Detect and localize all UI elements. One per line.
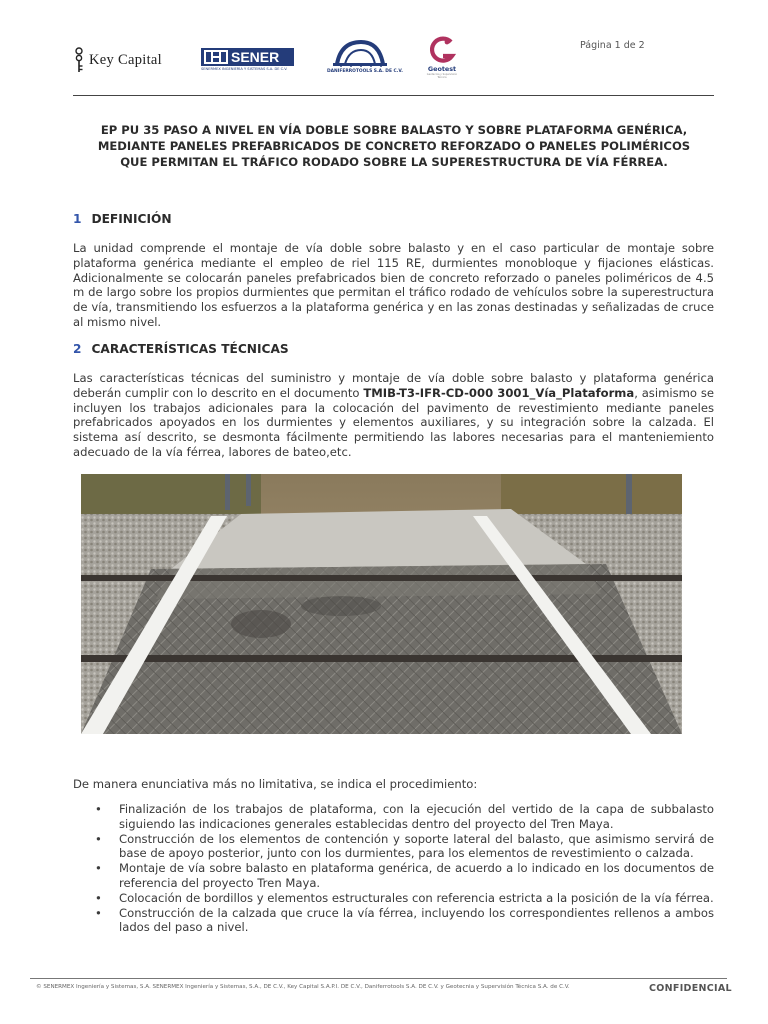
- bullet-icon: •: [95, 802, 102, 816]
- geotest-emblem-icon: [424, 36, 460, 66]
- list-item: [73, 906, 714, 935]
- section-number: 2: [73, 342, 82, 356]
- footer-divider: [30, 978, 727, 979]
- key-capital-mark-icon: [74, 47, 84, 73]
- daniferrotools-emblem-icon: [327, 38, 391, 68]
- geotest-name: Geotest: [427, 65, 457, 73]
- daniferrotools-name: DANIFERROTOOLS S.A. DE C.V.: [327, 69, 403, 74]
- document-reference: TMIB-T3-IFR-CD-000 3001_Vía_Plataforma: [363, 385, 635, 400]
- bullet-icon: •: [95, 890, 102, 905]
- procedure-list: [73, 802, 714, 935]
- sener-emblem-icon: [204, 50, 228, 64]
- title-line: QUE PERMITAN EL TRÁFICO RODADO SOBRE LA SUPERESTRUCTURA DE VÍA FÉRREA.: [120, 155, 668, 169]
- sener-name: SENER: [231, 49, 280, 65]
- section-title: CARACTERÍSTICAS TÉCNICAS: [91, 342, 289, 356]
- list-item: [73, 861, 714, 890]
- confidential-label: CONFIDENCIAL: [649, 983, 732, 994]
- level-crossing-photo: [81, 474, 682, 734]
- key-capital-logo: [74, 45, 179, 75]
- list-item: [73, 891, 714, 906]
- section-2-paragraph: [73, 371, 714, 460]
- procedure-intro: De manera enunciativa más no limitativa, se indica el procedimiento:: [73, 777, 478, 791]
- geotest-subtitle: Geotecnia y Supervisión Técnica: [426, 73, 458, 79]
- list-item-text: Montaje de vía sobre balasto en plataforma genérica, de acuerdo a lo indicado en los documentos de referencia del proyecto Tren Maya.: [119, 861, 714, 890]
- title-line: MEDIANTE PANELES PREFABRICADOS DE CONCRETO REFORZADO O PANELES POLIMÉRICOS: [97, 139, 691, 153]
- section-1-paragraph: La unidad comprende el montaje de vía doble sobre balasto y en el caso particular de montaje sobre plataforma genérica mediante el empleo de riel 115 RE, durmientes monobloque y fijaciones elásticas. Adicionalmente se colocarán paneles prefabricados bien de concreto reforzado o paneles poliméricos de 4.5 m de largo sobre los propios durmientes que permitan el tráfico rodado de vehículos sobre la superestructura de vía, transmitiendo los esfuerzos a la plataforma genérica y en las zonas destinadas y señalizadas de cruce al mismo nivel.: [73, 241, 714, 329]
- title-line: EP PU 35 PASO A NIVEL EN VÍA DOBLE SOBRE BALASTO Y SOBRE PLATAFORMA GENÉRICA,: [100, 123, 688, 137]
- section-number: 1: [73, 212, 82, 226]
- page-number: Página 1 de 2: [580, 40, 645, 51]
- geotest-logo: [424, 36, 460, 78]
- list-item-text: Colocación de bordillos y elementos estructurales con referencia estricta a la posición de la vía férrea.: [119, 890, 714, 905]
- bullet-icon: •: [95, 861, 102, 876]
- footer-copyright: © SENERMEX Ingeniería y Sistemas, S.A. SENERMEX Ingeniería y Sistemas, S.A., DE C.V., Key Capital S.A.P.I. DE C.V., Daniferrotools S.A. DE C.V. y Geotecnia y Supervisión Técnica S.A. de C.V.: [36, 984, 570, 990]
- key-capital-name: Key Capital: [89, 51, 162, 68]
- daniferrotools-logo: [327, 38, 403, 76]
- sener-subtitle: SENERMEX INGENIERÍA Y SISTEMAS S.A. DE C.V.: [201, 67, 288, 71]
- document-title: [74, 122, 714, 170]
- section-title: DEFINICIÓN: [91, 212, 172, 226]
- section-1-heading: [73, 212, 172, 226]
- paragraph-text: , asimismo se incluyen los trabajos adicionales para la colocación del pavimento de revestimiento mediante paneles prefabricados apoyados en los durmientes y elementos auxiliares, y su integración sobre la calzada. El sistema así descrito, se desmonta fácilmente permitiendo las labores necesarias para el manteniemiento adecuado de la vía férrea, labores de bateo,etc.: [73, 385, 714, 459]
- bullet-icon: •: [95, 831, 102, 846]
- section-2-heading: [73, 342, 289, 356]
- list-item: [73, 832, 714, 861]
- list-item-text: Construcción de la calzada que cruce la vía férrea, incluyendo los correspondientes rellenos a ambos lados del paso a nivel.: [119, 905, 714, 935]
- bullet-icon: •: [95, 905, 102, 920]
- paragraph-text: Las características técnicas del suministro y montaje de vía doble sobre balasto y plataforma genérica deberán cumplir con lo descrito en el documento: [73, 371, 714, 400]
- list-item-text: Finalización de los trabajos de plataforma, con la ejecución del vertido de la capa de subbalasto siguiendo las indicaciones generales establecidas dentro del proyecto del Tren Maya.: [119, 802, 714, 831]
- list-item-text: Construcción de los elementos de contención y soporte lateral del balasto, que asimismo servirá de base de apoyo posterior, junto con los durmientes, para los elementos de revestimiento o calzada.: [119, 831, 714, 861]
- header-divider: [73, 95, 714, 96]
- list-item: [73, 802, 714, 831]
- sener-logo: [201, 48, 294, 74]
